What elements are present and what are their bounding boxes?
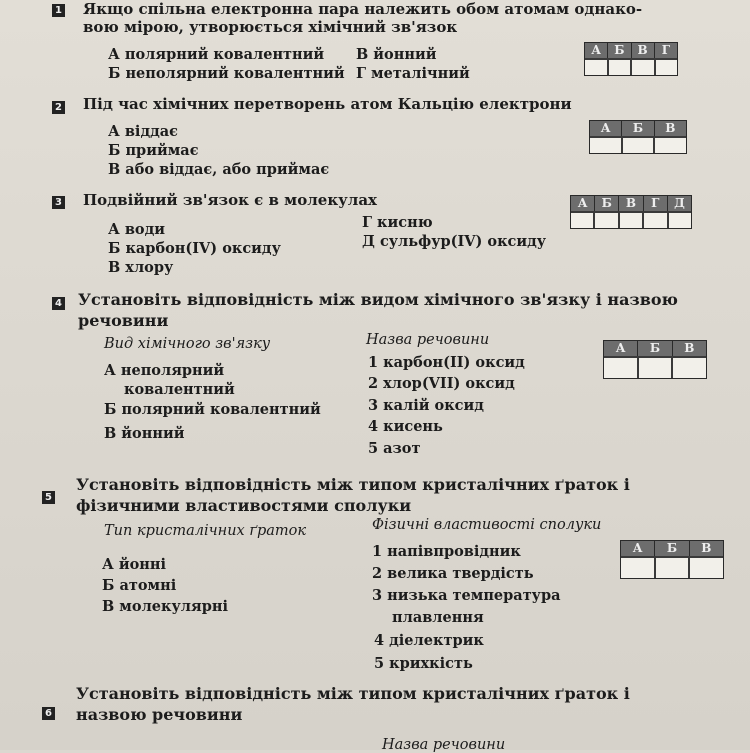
question-number-badge: 1 [52,4,65,17]
q2-grid-letter: Б [622,121,654,136]
q1-grid-letter: Г [661,43,671,57]
q3-option-v: В хлору [108,259,174,276]
q1-grid-letter: В [632,43,655,58]
q3-grid-letter: Г [644,196,668,211]
q1-answer-grid [584,42,678,76]
answer-cell[interactable] [669,211,691,228]
answer-cell[interactable] [620,211,644,228]
q5-right-5: 5 крихкість [374,655,473,672]
answer-cell[interactable] [690,556,723,578]
q5-right-3-cont: плавлення [392,609,484,626]
q3-grid-letter: Д [674,196,685,210]
q3-grid-letter: Б [595,196,619,211]
answer-cell[interactable] [623,136,656,153]
q4-answer-grid [603,340,707,379]
q2-option-b: Б приймає [108,142,199,159]
question-number-badge: 6 [42,707,55,720]
q6-stem-line1: Установіть відповідність між типом кристалічних ґраток і [76,684,630,703]
answer-cell[interactable] [655,136,686,153]
q2-option-a: А віддає [108,123,178,140]
q5-left-b: Б атомні [102,577,177,594]
answer-cell[interactable] [644,211,668,228]
q5-left-a: А йонні [102,556,167,573]
q3-option-d: Д сульфур(IV) оксиду [362,233,547,250]
answer-cell[interactable] [609,58,633,75]
question-number-badge: 4 [52,297,65,310]
q3-option-b: Б карбон(IV) оксиду [108,240,281,257]
q4-stem-line2: речовини [78,311,169,330]
q4-left-v: В йонний [104,425,185,442]
q4-grid-letter: А [604,341,638,356]
answer-cell[interactable] [604,356,639,378]
q1-grid-letter: Б [608,43,631,58]
q5-right-4: 4 діелектрик [374,632,484,649]
q5-right-header: Фізичні властивості сполуки [372,517,602,533]
q1-option-v: В йонний [356,46,437,63]
answer-cell[interactable] [590,136,623,153]
question-number-badge: 5 [42,491,55,504]
answer-cell[interactable] [673,356,706,378]
q6-stem-line2: назвою речовини [76,705,243,724]
question-number-badge: 2 [52,101,65,114]
q1-stem-line1: Якщо спільна електронна пара належить обом атомам однако- [83,0,643,18]
answer-cell[interactable] [585,58,609,75]
q1-option-b: Б неполярний ковалентний [108,65,345,82]
q3-option-g: Г кисню [362,214,433,231]
q4-right-header: Назва речовини [366,332,490,348]
q4-grid-letter: Б [638,341,672,356]
q6-right-header: Назва речовини [382,737,506,753]
q5-left-v: В молекулярні [102,598,228,615]
q3-stem: Подвійний зв'язок є в молекулах [83,191,377,209]
question-number-badge: 3 [52,196,65,209]
q4-stem-line1: Установіть відповідність між видом хімічного зв'язку і назвою [78,290,678,309]
q4-left-header: Вид хімічного зв'язку [104,336,271,352]
q1-option-a: А полярний ковалентний [108,46,325,63]
answer-cell[interactable] [621,556,656,578]
answer-cell[interactable] [632,58,656,75]
answer-cell[interactable] [656,556,691,578]
q5-right-3: 3 низька температура [372,587,561,604]
answer-cell[interactable] [571,211,595,228]
q4-left-a: А неполярний [104,362,225,379]
q5-grid-letter: Б [655,541,689,556]
q5-grid-letter: А [621,541,655,556]
q4-right-3: 3 калій оксид [368,397,484,414]
q2-stem: Під час хімічних перетворень атом Кальцію електрони [83,95,572,113]
q4-right-5: 5 азот [368,440,421,457]
answer-cell[interactable] [656,58,678,75]
q5-right-1: 1 напівпровідник [372,543,521,560]
q2-grid-letter: В [665,121,676,135]
q4-grid-letter: В [684,341,695,355]
q3-answer-grid [570,195,692,229]
q4-right-4: 4 кисень [368,418,443,435]
q5-grid-letter: В [701,541,712,555]
q2-grid-letter: А [590,121,622,136]
q5-right-2: 2 велика твердість [372,565,534,582]
q3-option-a: А води [108,221,166,238]
q5-answer-grid [620,540,724,579]
q2-answer-grid [589,120,687,154]
q1-option-g: Г металічний [356,65,470,82]
q4-right-2: 2 хлор(VII) оксид [368,375,515,392]
q2-option-v: В або віддає, або приймає [108,161,330,178]
q5-left-header: Тип кристалічних ґраток [104,523,307,539]
q4-left-a-cont: ковалентний [124,381,235,398]
q3-grid-letter: А [571,196,595,211]
q4-left-b: Б полярний ковалентний [104,401,321,418]
q1-grid-letter: А [585,43,608,58]
q4-right-1: 1 карбон(II) оксид [368,354,525,371]
q3-grid-letter: В [619,196,643,211]
answer-cell[interactable] [639,356,674,378]
q5-stem-line2: фізичними властивостями сполуки [76,496,412,515]
answer-cell[interactable] [595,211,619,228]
q5-stem-line1: Установіть відповідність між типом кристалічних ґраток і [76,475,630,494]
q1-stem-line2: вою мірою, утворюється хімічний зв'язок [83,18,458,36]
